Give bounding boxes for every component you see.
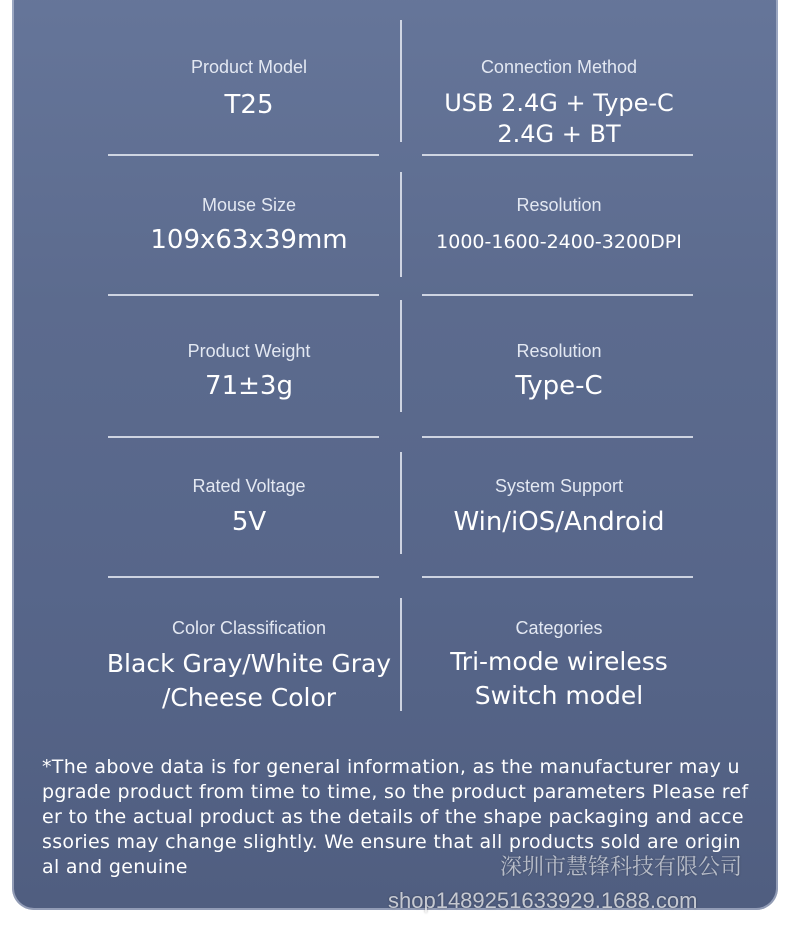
spec-categories <box>414 617 704 713</box>
spec-mouse-size <box>104 194 394 257</box>
spec-value-line: Switch model <box>474 681 644 710</box>
row-divider <box>422 576 693 578</box>
spec-value: 5V <box>231 507 267 537</box>
watermark-url: shop1489251633929.1688.com <box>388 888 698 913</box>
spec-value-line: USB 2.4G + Type-C <box>444 89 674 117</box>
spec-label: Resolution <box>516 341 602 361</box>
spec-rated-voltage <box>104 475 394 539</box>
spec-label: Rated Voltage <box>192 476 306 496</box>
column-divider <box>400 20 402 142</box>
row-divider <box>422 154 693 156</box>
column-divider <box>400 598 402 711</box>
spec-value-line: Black Gray/White Gray <box>106 649 392 678</box>
spec-resolution-dpi <box>414 194 704 259</box>
spec-value: 1000-1600-2400-3200DPI <box>436 231 682 253</box>
row-divider <box>422 436 693 438</box>
spec-value: Win/iOS/Android <box>453 507 665 537</box>
spec-value-line: /Cheese Color <box>161 683 337 712</box>
spec-label: Color Classification <box>171 618 327 638</box>
spec-color-classification <box>104 617 394 715</box>
spec-label: Categories <box>515 618 603 638</box>
spec-label: Resolution <box>516 195 602 215</box>
spec-value: T25 <box>224 90 274 120</box>
spec-value: 71±3g <box>205 371 293 401</box>
spec-product-model <box>104 56 394 122</box>
disclaimer-text: *The above data is for general information, as the manufacturer may upgrade product from time to time, so the product parameters Please refer to the actual product as the details of the shape packaging and accessories may change slightly. We ensure that all products sold are original and genuine <box>42 756 749 878</box>
spec-connection-method <box>414 56 704 150</box>
spec-label: Mouse Size <box>201 195 297 215</box>
row-divider <box>108 294 379 296</box>
row-divider <box>422 294 693 296</box>
spec-label: Connection Method <box>480 57 638 77</box>
spec-system-support <box>414 475 704 539</box>
spec-label: Product Model <box>190 57 308 77</box>
spec-value-line: Tri-mode wireless <box>450 647 668 676</box>
column-divider <box>400 172 402 277</box>
spec-value: Type-C <box>515 371 603 401</box>
row-divider <box>108 436 379 438</box>
column-divider <box>400 452 402 554</box>
spec-value: 109x63x39mm <box>150 225 348 255</box>
spec-value-line: 2.4G + BT <box>497 120 621 148</box>
row-divider <box>108 154 379 156</box>
spec-resolution-port <box>414 340 704 403</box>
column-divider <box>400 300 402 412</box>
spec-product-weight <box>104 340 394 403</box>
row-divider <box>108 576 379 578</box>
watermark-company: 深圳市慧锋科技有限公司 <box>500 855 743 880</box>
spec-label: System Support <box>494 476 624 496</box>
spec-label: Product Weight <box>187 341 311 361</box>
